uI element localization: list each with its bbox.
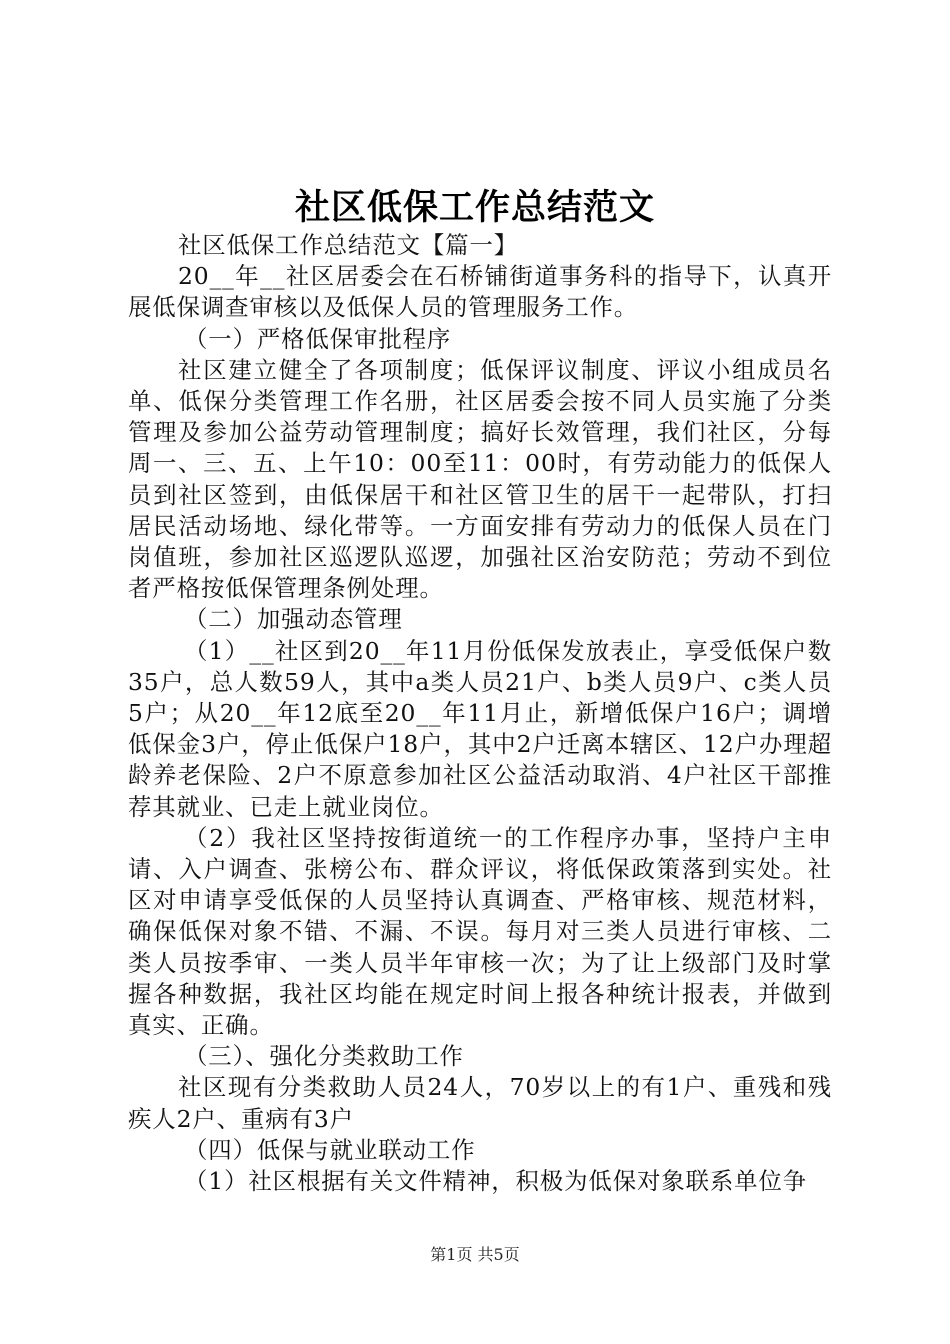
paragraph: 社区现有分类救助人员24人，70岁以上的有1户、重残和残疾人2户、重病有3户 — [128, 1073, 832, 1133]
paragraph: 20__年__社区居委会在石桥铺街道事务科的指导下，认真开展低保调查审核以及低保人员的管理服务工作。 — [128, 262, 832, 322]
paragraph: （2）我社区坚持按街道统一的工作程序办事，坚持户主申请、入户调查、张榜公布、群众评议，将低保政策落到实处。社区对申请享受低保的人员坚持认真调查、严格审核、规范材料，确保低保对象不错、不漏、不误。每月对三类人员进行审核、二类人员按季审、一类人员半年审核一次；为了让上级部门及时掌握各种数据，我社区均能在规定时间上报各种统计报表，并做到真实、正确。 — [128, 823, 832, 1040]
section-heading: （二）加强动态管理 — [184, 605, 403, 634]
section-heading: （三）、强化分类救助工作 — [184, 1042, 464, 1071]
paragraph-heading: 社区低保工作总结范文【篇一】 — [178, 231, 519, 259]
document-title: 社区低保工作总结范文 — [294, 187, 655, 228]
paragraph: （1）__社区到20__年11月份低保发放表止，享受低保户数35户，总人数59人，其中a类人员21户、b类人员9户、c类人员5户；从20__年12底至20__年11月止，新增低保户16户；调增低保金3户，停止低保户18户，其中2户迁离本辖区、12户办理超龄养老保险、2户不原意参加社区公益活动取消、4户社区干部推荐其就业、已走上就业岗位。 — [128, 636, 832, 821]
document-body — [128, 230, 832, 1197]
section-heading: （四）低保与就业联动工作 — [184, 1135, 476, 1164]
paragraph: （1）社区根据有关文件精神，积极为低保对象联系单位争 — [184, 1167, 808, 1196]
section-heading: （一）严格低保审批程序 — [184, 324, 452, 353]
paragraph: 社区建立健全了各项制度；低保评议制度、评议小组成员名单、低保分类管理工作名册，社区居委会按不同人员实施了分类管理及参加公益劳动管理制度；搞好长效管理，我们社区，分每周一、三、五、上午10：00至11：00时，有劳动能力的低保人员到社区签到，由低保居干和社区管卫生的居干一起带队，打扫居民活动场地、绿化带等。一方面安排有劳动力的低保人员在门岗值班，参加社区巡逻队巡逻，加强社区治安防范；劳动不到位者严格按低保管理条例处理。 — [128, 355, 832, 603]
page-footer: 第1页 共5页 — [430, 1245, 520, 1264]
